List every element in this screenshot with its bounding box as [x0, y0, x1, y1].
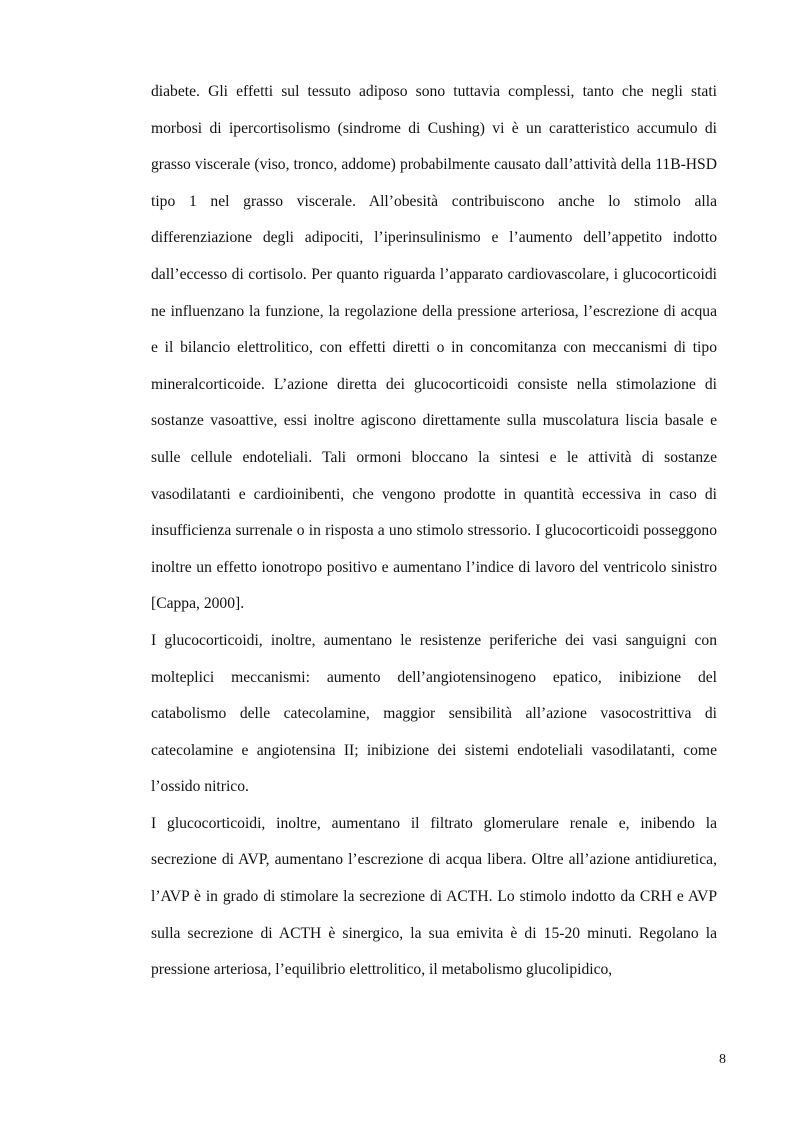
paragraph-3: I glucocorticoidi, inoltre, aumentano il filtrato glomerulare renale e, inibendo la secrezione di AVP, aumentano l’escrezione di acqua libera. Oltre all’azione antidiuretica, l’AVP è in grado di stimolare la secrezione di ACTH. Lo stimolo indotto da CRH e AVP sulla secrezione di ACTH è sinergico, la sua emivita è di 15-20 minuti. Regolano la pressione arteriosa, l’equilibrio elettrolitico, il metabolismo glucolipidico,: [151, 814, 717, 979]
paragraph-2: I glucocorticoidi, inoltre, aumentano le resistenze periferiche dei vasi sanguigni con molteplici meccanismi: aumento dell’angiotensinogeno epatico, inibizione del catabolismo delle catecolamine, maggior sensibilità all’azione vasocostrittiva di catecolamine e angiotensina II; inibizione dei sistemi endoteliali vasodilatanti, come l’ossido nitrico.: [151, 631, 717, 796]
paragraph-1: diabete. Gli effetti sul tessuto adiposo sono tuttavia complessi, tanto che negli stati morbosi di ipercortisolismo (sindrome di Cushing) vi è un caratteristico accumulo di grasso viscerale (viso, tronco, addome) probabilmente causato dall’attività della 11B-HSD tipo 1 nel grasso viscerale. All’obesità contribuiscono anche lo stimolo alla differenziazione degli adipociti, l’iperinsulinismo e l’aumento dell’appetito indotto dall’eccesso di cortisolo. Per quanto riguarda l’apparato cardiovascolare, i glucocorticoidi ne influenzano la funzione, la regolazione della pressione arteriosa, l’escrezione di acqua e il bilancio elettrolitico, con effetti diretti o in concomitanza con meccanismi di tipo mineralcorticoide. L’azione diretta dei glucocorticoidi consiste nella stimolazione di sostanze vasoattive, essi inoltre agiscono direttamente sulla muscolatura liscia basale e sulle cellule endoteliali. Tali ormoni bloccano la sintesi e le attività di sostanze vasodilatanti e cardioinibenti, che vengono prodotte in quantità eccessiva in caso di insufficienza surrenale o in risposta a uno stimolo stressorio. I glucocorticoidi posseggono inoltre un effetto ionotropo positivo e aumentano l’indice di lavoro del ventricolo sinistro [Cappa, 2000].: [151, 83, 717, 613]
body-text: [151, 74, 717, 989]
page-number: 8: [719, 1052, 726, 1067]
